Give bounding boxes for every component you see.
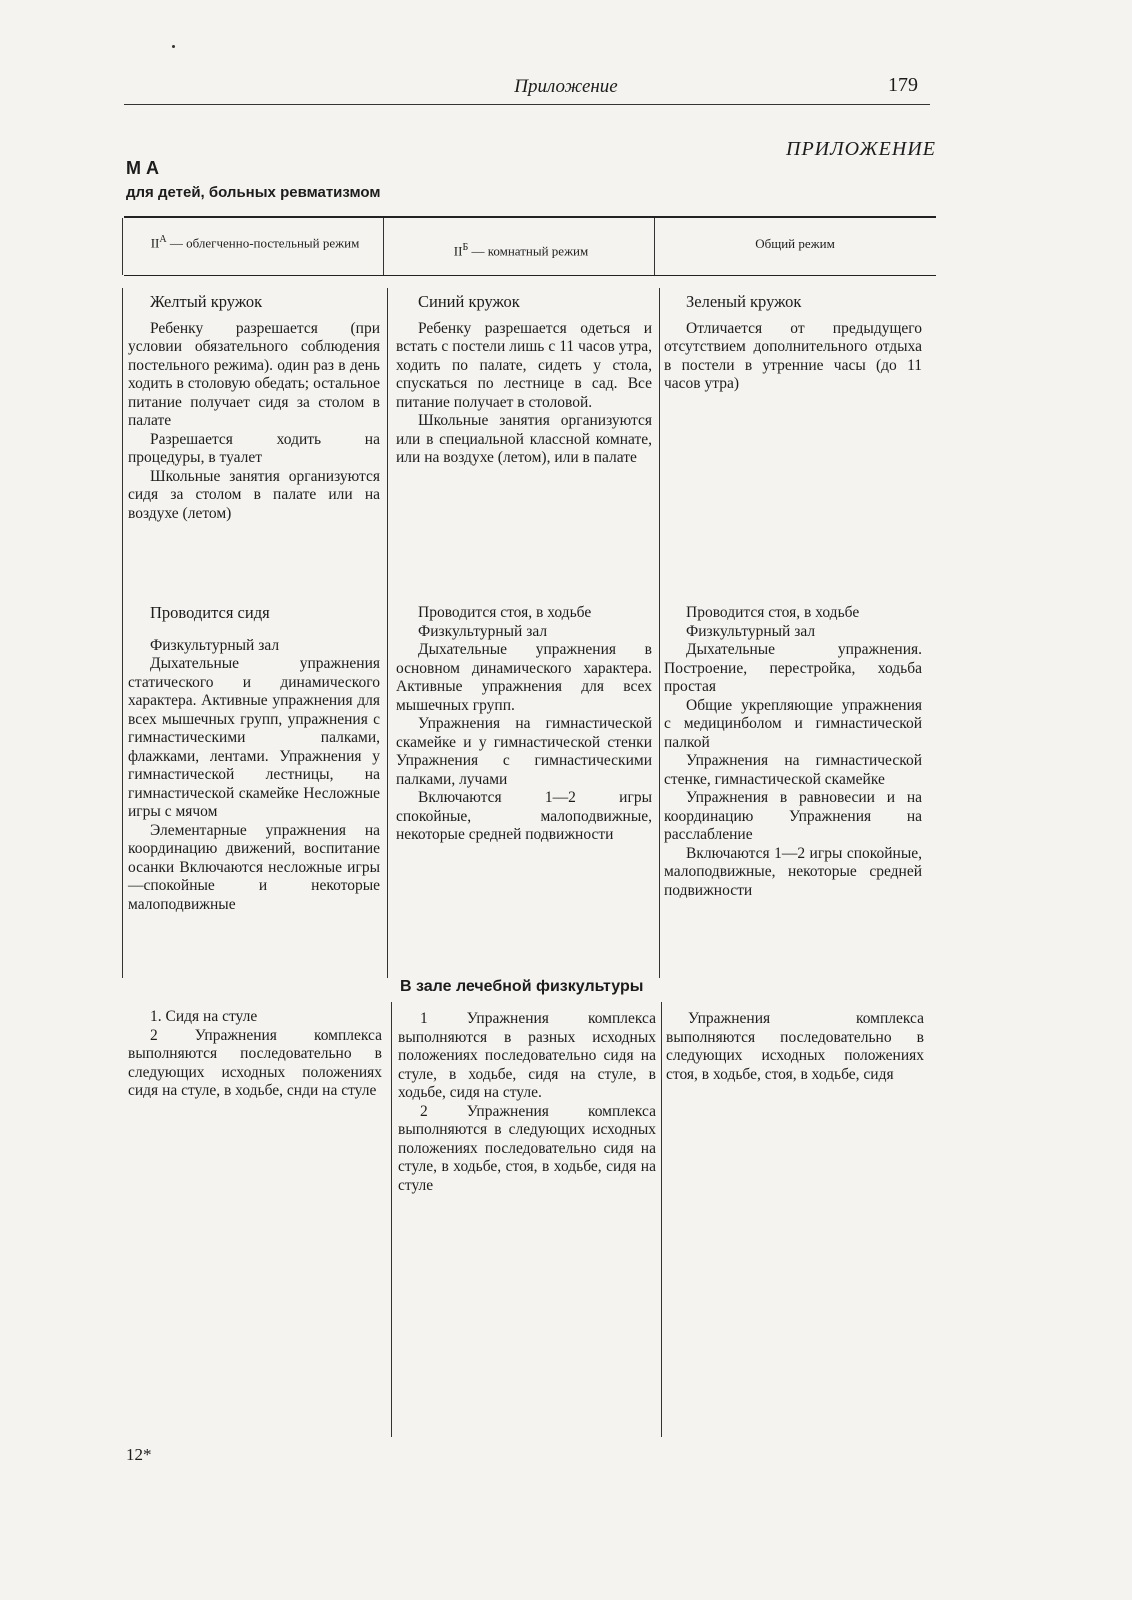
column-header-1: [130, 232, 380, 250]
table-cell: [396, 604, 652, 845]
table-cell: [398, 1010, 656, 1195]
cell-paragraph: Дыхательные упражнения статического и динамического характера. Активные упражнения для всех мышечных групп, упражнения с гимнастическими палками, флажками, лентами. Упражнения у гимнастической лестницы, на гимнастической скамейке Несложные игры с мячом: [128, 655, 380, 820]
cell-paragraph: Разрешается ходить на процедуры, в туалет: [128, 430, 380, 466]
table-heading: М А: [126, 158, 159, 178]
cell-paragraph: Упражнения на гимнастической стенке, гимнастической скамейке: [664, 752, 922, 788]
column-header-label: — комнатный режим: [468, 243, 589, 259]
cell-paragraph: Включаются 1—2 игры спокойные, малоподвижные, некоторые средней подвижности: [664, 844, 922, 899]
appendix-label: ПРИЛОЖЕНИЕ: [786, 138, 936, 160]
cell-paragraph: 1 Упражнения комплекса выполняются в разных исходных положениях последовательно сидя на стуле, в ходьбе, сидя на стуле, в ходьбе, сидя на стуле.: [398, 1010, 656, 1101]
column-header-prefix: II: [150, 235, 160, 251]
cell-paragraph: Проводится стоя, в ходьбе: [686, 604, 860, 621]
cell-paragraph: Физкультурный зал: [418, 622, 548, 640]
cell-title: Желтый кружок: [150, 292, 263, 311]
table-subheading: для детей, больных ревматизмом: [126, 184, 381, 201]
column-header-prefix: II: [453, 243, 463, 259]
cell-paragraph: Физкультурный зал: [150, 636, 280, 654]
cell-title: Синий кружок: [418, 292, 520, 311]
column-header-label: — облегченно-постельный режим: [166, 235, 360, 251]
stray-dot: [172, 45, 175, 48]
cell-paragraph: 1. Сидя на стуле: [150, 1008, 258, 1025]
cell-paragraph: Упражнения комплекса выполняются последовательно в следующих исходных положениях стоя, в ходьбе, стоя, в ходьбе, сидя: [666, 1010, 924, 1083]
cell-paragraph: Физкультурный зал: [686, 622, 816, 640]
page-number: 179: [888, 74, 918, 96]
column-divider: [122, 288, 123, 978]
cell-paragraph: Элементарные упражнения на координацию движений, воспитание осанки Включаются несложные игры—спокойные и некоторые малоподвижные: [128, 821, 380, 913]
column-header-sup: Б: [462, 242, 469, 253]
column-divider: [654, 218, 655, 275]
cell-paragraph: Школьные занятия организуются или в специальной классной комнате, или на воздухе (летом), или в палате: [396, 412, 652, 466]
cell-paragraph: Школьные занятия организуются сидя за столом в палате или на воздухе (летом): [128, 467, 380, 522]
column-divider: [383, 218, 384, 275]
table-top-rule: [124, 216, 936, 218]
running-title: Приложение: [514, 76, 618, 97]
cell-paragraph: Ребенку разрешается одеться и встать с постели лишь с 11 часов утра, ходить по палате, сидеть у стола, спускаться по лестнице в сад. Все питание получает в столовой.: [396, 319, 652, 411]
table-cell: [666, 1010, 924, 1084]
cell-paragraph: Упражнения в равновесии и на координацию Упражнения на расслабление: [664, 789, 922, 843]
cell-paragraph: Общие укрепляющие упражнения с медицинболом и гимнастической палкой: [664, 696, 922, 751]
table-cell: [128, 293, 380, 523]
column-divider: [122, 218, 123, 275]
section-title: В зале лечебной физкультуры: [400, 978, 644, 995]
cell-paragraph: Включаются 1—2 игры спокойные, малоподвижные, некоторые средней подвижности: [396, 789, 652, 843]
cell-title: Зеленый кружок: [686, 292, 802, 311]
cell-paragraph: Дыхательные упражнения. Построение, перестройка, ходьба простая: [664, 641, 922, 695]
signature-mark: 12*: [126, 1445, 152, 1464]
cell-paragraph: 2 Упражнения комплекса выполняются последовательно в следующих исходных положениях сидя на стуле, в ходьбе, снди на стуле: [128, 1026, 382, 1099]
table-cell: [396, 293, 652, 468]
cell-paragraph: Дыхательные упражнения в основном динамического характера. Активные упражнения для всех мышечных групп.: [396, 641, 652, 714]
column-divider: [387, 288, 388, 978]
cell-paragraph: 2 Упражнения комплекса выполняются в следующих исходных положениях последовательно сидя на стуле, в ходьбе, стоя, в ходьбе, сидя на стуле: [398, 1102, 656, 1194]
table-cell: [128, 1008, 382, 1101]
table-cell: [128, 604, 380, 914]
table-cell: [664, 293, 922, 394]
column-header-sup: А: [159, 234, 167, 245]
cell-paragraph: Упражнения на гимнастической скамейке и у гимнастической стенки Упражнения с гимнастическими палками, лучами: [396, 715, 652, 788]
header-rule: [124, 104, 930, 105]
column-header-label: Общий режим: [755, 236, 835, 251]
cell-paragraph: Ребенку разрешается (при условии обязательного соблюдения постельного режима). один раз в день ходить в столовую обедать; остальное питание получает сидя за столом в палате: [128, 319, 380, 429]
column-header-2: [392, 240, 650, 258]
column-divider: [661, 1002, 662, 1437]
cell-paragraph: Проводится стоя, в ходьбе: [418, 604, 592, 621]
table-header-rule: [124, 275, 936, 276]
column-divider: [659, 288, 660, 978]
column-header-3: [660, 236, 930, 251]
column-divider: [391, 1002, 392, 1437]
cell-paragraph: Проводится сидя: [150, 603, 270, 622]
table-cell: [664, 604, 922, 900]
cell-paragraph: Отличается от предыдущего отсутствием дополнительного отдыха в постели в утренние часы (до 11 часов утра): [664, 319, 922, 392]
